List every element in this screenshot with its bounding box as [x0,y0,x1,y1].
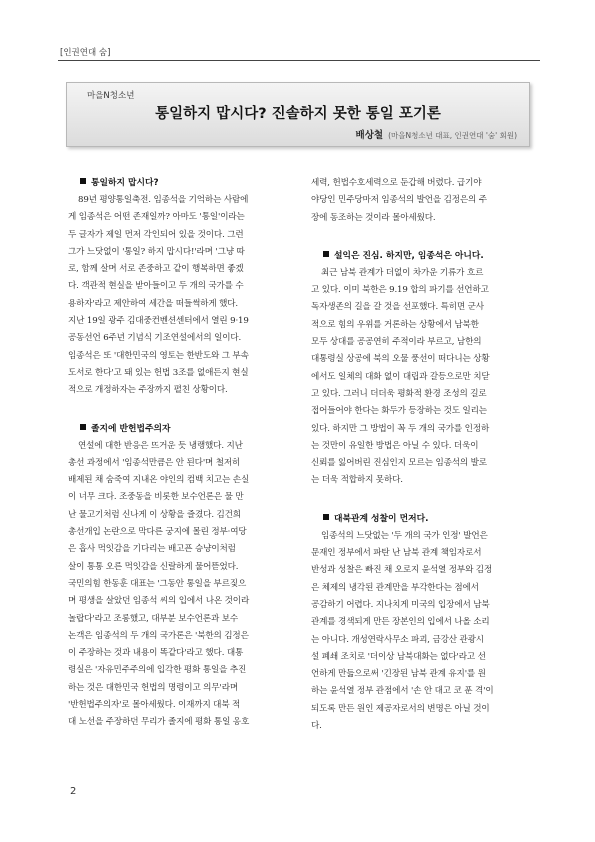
text-line: 지난 19일 광주 김대중컨벤션센터에서 열린 9·19 [68,316,249,327]
text-line: 장에 동조하는 것이라 몰아세웠다. [311,212,436,223]
text-line: 이 너무 크다. 조중동을 비롯한 보수언론은 물 만 [68,492,244,503]
text-line: 고 있다. 그러니 더더욱 평화적 환경 조성의 길로 [311,388,487,399]
text-line: 살이 통통 오른 먹잇감을 신랄하게 물어뜯었다. [68,561,239,572]
text-line: 총선개입 논란으로 막다른 궁지에 몰린 정부·여당 [68,527,247,538]
text-line: 접어들어야 한다는 화두가 등장하는 것도 일리는 [311,406,487,417]
text-line: 하는 것은 대한민국 헌법의 명령이고 의무'라며 [68,682,239,693]
text-line: 언하게 만듦으로써 '긴장된 남북 관계 유지'를 원 [311,669,486,680]
text-line: 는 것만이 유일한 방법은 아닐 수 있다. 더욱이 [311,440,479,451]
text-line: 신뢰를 잃어버린 진심인지 모르는 임종석의 발로 [311,458,487,469]
left-column [68,175,290,732]
right-column [311,175,533,735]
text-line: 반성과 성찰은 빠진 채 오로지 윤석열 정부와 김정 [311,565,493,576]
paragraph [311,265,533,490]
text-line: 89년 평양통일축전. 임종석을 기억하는 사람에 [78,195,249,205]
text-line: 놀랍다'라고 조롱했고, 대부분 보수언론과 보수 [68,613,239,624]
text-line: 도서로 한다'고 돼 있는 헌법 3조를 없애든지 현실 [68,367,249,378]
text-line: 적으로 개정하자는 주장까지 펼친 상황이다. [68,385,228,396]
text-line: 그가 느닷없이 '통일? 하지 맙시다!'라며 '그냥 따 [68,246,245,257]
text-line: 는 더욱 적합하지 못하다. [311,475,403,486]
text-line: 세력, 헌법수호세력으로 둔갑해 버렸다. 급기야 [311,178,482,188]
text-line: 되도록 만든 원인 제공자로서의 변명은 아닐 것이 [311,703,490,714]
text-line: 논객은 임종석의 두 개의 국가론은 '북한의 김정은 [68,630,249,641]
text-line: 있다. 하지만 그 방법이 꼭 두 개의 국가를 인정하 [311,423,490,434]
text-line: 적으로 힘의 우위를 거론하는 상황에서 남북한 [311,319,479,330]
text-line: 용하자'라고 제안하여 세간을 떠들썩하게 했다. [68,298,239,309]
square-bullet-icon [80,424,86,430]
article-title: 통일하지 맙시다? 진솔하지 못한 통일 포기론 [155,106,441,122]
text-line: 고 있다. 이미 북한은 9.19 합의 파기를 선언하고 [311,285,489,296]
author-name: 배상철 [355,130,384,141]
series-label: 마을N청소년 [87,91,135,101]
page-number: 2 [70,786,77,797]
text-line: 령실은 '자유민주주의에 입각한 평화 통일을 추진 [68,665,247,676]
author-affiliation: (마을N청소년 대표, 인권연대 '숨' 회원) [388,131,517,140]
text-line: 야당인 민주당마저 임종석의 발언을 김정은의 주 [311,195,487,206]
text-line: 다. 객관적 현실을 받아들이고 두 개의 국가를 수 [68,281,244,292]
text-line: 다. [311,721,322,732]
paragraph [311,528,533,736]
text-line: 에서도 일체의 대화 없이 대립과 갈등으로만 치닫 [311,371,490,382]
text-line: 모두 상대를 공공연히 주적이라 부르고, 남한의 [311,337,482,348]
text-line: 대 노선을 주장하던 무리가 졸지에 평화 통일 옹호 [68,717,250,728]
text-line: 난 물고기처럼 신나게 이 상황을 즐겼다. 김건희 [68,509,241,520]
text-line: 공감하기 어렵다. 지나치게 미국의 입장에서 남북 [311,599,490,610]
section-heading [311,511,533,528]
section-heading [311,248,533,265]
paragraph [68,438,290,732]
text-line: 총선 과정에서 '임종석만큼은 안 된다'며 철저히 [68,457,241,468]
text-line: 임종석은 또 '대한민국의 영토는 한반도와 그 부속 [68,350,249,361]
text-line: 공동선언 6주년 기념식 기조연설에서의 일이다. [68,333,242,344]
text-line: 로, 함께 살며 서로 존중하고 같이 행복하면 좋겠 [68,264,244,275]
section-tag: [인권연대 숨] [60,48,111,58]
text-line: 며 평생을 살았던 임종석 씨의 입에서 나온 것이라 [68,596,250,607]
title-box [66,82,530,147]
paragraph [68,192,290,400]
text-line: 최근 남북 관계가 더없이 차가운 기류가 흐르 [321,267,484,278]
section-heading-text: 대북관계 성찰이 먼저다. [334,513,429,524]
square-bullet-icon [323,251,329,257]
section-heading [68,421,290,438]
text-line: 게 임종석은 어떤 존재일까? 아마도 '통일'이라는 [68,212,245,223]
text-line: 대통령실 상공에 북의 오물 풍선이 떠다니는 상황 [311,354,490,365]
header-rule [58,60,540,61]
text-line: 이 주장하는 것과 내용이 똑같다'라고 했다. 대통 [68,648,244,659]
text-line: '반헌법주의자'로 몰아세웠다. 이재까지 대북 적 [68,700,241,711]
text-line: 는 아니다. 개성연락사무소 파괴, 금강산 관광시 [311,634,484,645]
text-line: 관계를 경색되게 만든 장본인의 입에서 나올 소리 [311,617,490,628]
section-heading [68,175,290,192]
text-line: 연설에 대한 반응은 뜨거운 듯 냉랭했다. 지난 [78,440,243,451]
section-heading-text: 설익은 진심. 하지만, 임종석은 아니다. [334,250,484,261]
square-bullet-icon [80,178,86,184]
text-line: 은 체제의 냉각된 관계만을 부각한다는 점에서 [311,582,479,593]
byline [356,127,517,141]
text-line: 설 폐쇄 조치로 '더이상 남북대화는 없다'라고 선 [311,651,486,662]
text-line: 두 글자가 제일 먼저 각인되어 있을 것이다. 그런 [68,229,244,240]
section-heading-text: 통일하지 맙시다? [91,178,159,188]
text-line: 은 흡사 먹잇감을 기다리는 배고픈 승냥이처럼 [68,544,236,555]
paragraph [311,175,533,227]
square-bullet-icon [323,514,329,520]
section-heading-text: 졸지에 반헌법주의자 [91,423,171,434]
text-line: 국민의힘 한동훈 대표는 '그동안 통일을 부르짖으 [68,578,247,589]
text-line: 문재인 정부에서 파탄 난 남북 관계 책임자로서 [311,548,482,559]
text-line: 하는 윤석열 정부 관점에서 '손 안 대고 코 푼 격'이 [311,686,494,697]
text-line: 배제된 채 숨죽여 지내온 야인의 컴백 치고는 손실 [68,475,250,486]
text-line: 임종석의 느닷없는 '두 개의 국가 인정' 발언은 [321,530,488,541]
text-line: 독자생존의 길을 갈 것을 선포했다. 특히면 군사 [311,302,484,313]
